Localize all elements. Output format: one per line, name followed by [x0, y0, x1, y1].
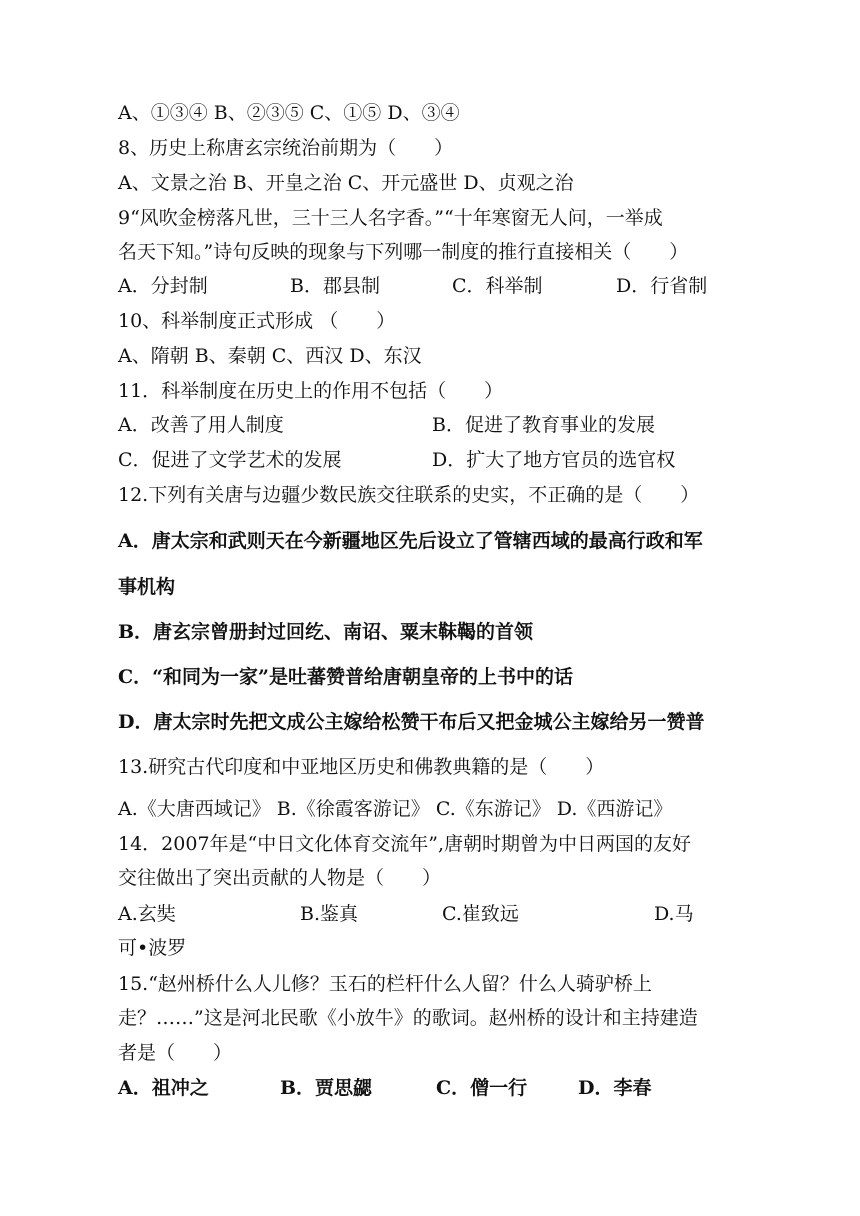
q14-option-a: A.玄奘	[118, 903, 176, 925]
q12-option-a-line2: 事机构	[118, 576, 176, 598]
q15-stem-line2: 走？……”这是河北民歌《小放牛》的歌词。赵州桥的设计和主持建造	[118, 1007, 698, 1029]
q9-options	[118, 274, 758, 298]
q14-stem-line2: 交往做出了突出贡献的人物是（ ）	[118, 867, 442, 889]
q9-stem-line2: 名天下知。”诗句反映的现象与下列哪一制度的推行直接相关（ ）	[118, 241, 689, 263]
q14-options	[118, 902, 758, 926]
q9-option-d: D．行省制	[616, 275, 708, 297]
q15-stem-line3: 者是（ ）	[118, 1042, 233, 1064]
q12-option-b: B．唐玄宗曾册封过回纥、南诏、粟末靺鞨的首领	[118, 621, 534, 643]
q8-options: A、文景之治 B、开皇之治 C、开元盛世 D、贞观之治	[118, 172, 574, 194]
q14-option-d-wrap: 可•波罗	[118, 937, 187, 959]
q14-stem-line1: 14．2007年是“中日文化体育交流年”,唐朝时期曾为中日两国的友好	[118, 833, 691, 855]
q13-options: A.《大唐西域记》 B.《徐霞客游记》 C.《东游记》 D.《西游记》	[118, 798, 673, 820]
q15-option-c: C．僧一行	[436, 1077, 528, 1099]
q15-option-b: B．贾思勰	[280, 1077, 373, 1099]
q9-option-b: B．郡县制	[290, 275, 380, 297]
q15-option-a: A．祖冲之	[118, 1077, 209, 1099]
q12-option-d: D．唐太宗时先把文成公主嫁给松赞干布后又把金城公主嫁给另一赞普	[118, 711, 705, 733]
q8-stem: 8、历史上称唐玄宗统治前期为（ ）	[118, 137, 454, 159]
q9-option-c: C．科举制	[452, 275, 543, 297]
q11-options-row2	[118, 448, 758, 472]
q11-options-row1	[118, 413, 758, 437]
q15-stem-line1: 15.“赵州桥什么人儿修？玉石的栏杆什么人留？什么人骑驴桥上	[118, 973, 652, 995]
q11-option-d: D．扩大了地方官员的选官权	[432, 449, 676, 471]
q15-option-d: D．李春	[578, 1077, 652, 1099]
q13-stem: 13.研究古代印度和中亚地区历史和佛教典籍的是（ ）	[118, 756, 605, 778]
q12-stem: 12.下列有关唐与边疆少数民族交往联系的史实，不正确的是（ ）	[118, 484, 700, 506]
q14-option-d: D.马	[654, 903, 694, 925]
q10-options: A、隋朝 B、秦朝 C、西汉 D、东汉	[118, 345, 422, 367]
q14-option-b: B.鉴真	[300, 903, 359, 925]
q7-options: A、①③④ B、②③⑤ C、①⑤ D、③④	[118, 102, 460, 124]
q11-option-b: B．促进了教育事业的发展	[432, 414, 655, 436]
q12-option-c: C．“和同为一家”是吐蕃赞普给唐朝皇帝的上书中的话	[118, 666, 573, 688]
q11-stem: 11．科举制度在历史上的作用不包括（ ）	[118, 380, 504, 402]
q10-stem: 10、科举制度正式形成 （ ）	[118, 310, 396, 332]
q12-option-a-line1: A．唐太宗和武则天在今新疆地区先后设立了管辖西域的最高行政和军	[118, 530, 703, 552]
q15-options	[118, 1076, 758, 1100]
q14-option-c: C.崔致远	[442, 903, 519, 925]
q9-stem-line1: 9“风吹金榜落凡世，三十三人名字香。”“十年寒窗无人问，一举成	[118, 207, 663, 229]
q11-option-c: C．促进了文学艺术的发展	[118, 449, 342, 471]
q9-option-a: A．分封制	[118, 275, 208, 297]
q11-option-a: A．改善了用人制度	[118, 414, 284, 436]
